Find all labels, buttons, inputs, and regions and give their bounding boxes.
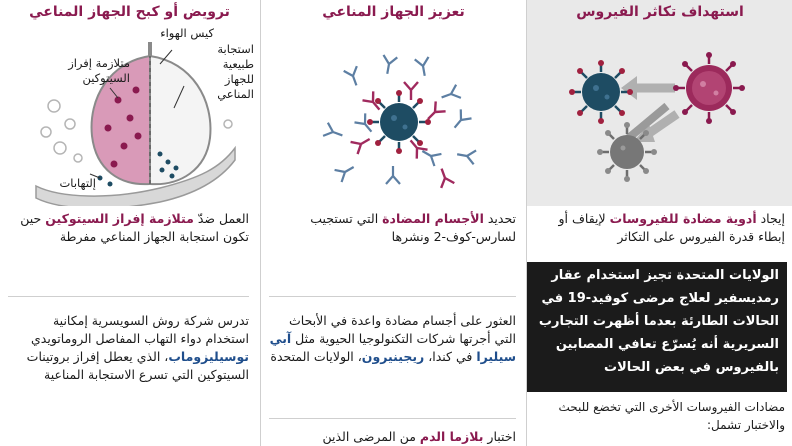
- label-cytokine-storm: متلازمة إفراز السيتوكين: [68, 56, 130, 85]
- divider: [269, 418, 516, 419]
- research-text: تدرس شركة روش السويسرية إمكانية استخدام دواء التهاب المفاصل الروماتويدي: [31, 313, 249, 346]
- antiviral-drugs-highlight: أدوية مضادة للفيروسات: [609, 211, 757, 226]
- virus-icon: [597, 122, 657, 182]
- column-description: [8, 210, 249, 246]
- cytokine-storm-highlight: متلازمة إفراز السيتوكين: [45, 211, 194, 226]
- column-target-replication: [526, 0, 792, 446]
- plasma-prefix: اختبار: [483, 429, 516, 444]
- antibodies-highlight: الأجسام المضادة: [382, 211, 484, 226]
- divider: [269, 296, 516, 297]
- column-title: ترويض أو كبح الجهاز المناعي: [29, 4, 230, 20]
- column-description: [533, 210, 785, 246]
- column-tame-immune: [0, 0, 259, 446]
- antibody-diagram: [261, 28, 526, 206]
- company-location: في كندا،: [424, 349, 477, 364]
- desc-suffix: حين تكون استجابة الجهاز المناعي مفرطة: [20, 211, 249, 244]
- virus-icon: [673, 52, 745, 124]
- company-regeneron-link[interactable]: ريجينيرون: [361, 349, 425, 364]
- plasma-text: [269, 428, 516, 446]
- tocilizumab-research-text: [8, 312, 249, 384]
- desc-prefix: العمل ضدّ: [193, 211, 249, 226]
- company-abcellera-link[interactable]: آبي سيليرا: [269, 331, 516, 364]
- company-location: ، الولايات المتحدة: [270, 349, 362, 364]
- plasma-suffix: من المرضى الذين: [322, 429, 420, 444]
- antibody-illustration: [261, 28, 526, 206]
- column-title: تعزيز الجهاز المناعي: [322, 4, 465, 20]
- drug-tocilizumab-link[interactable]: توسيليزوماب: [168, 349, 249, 364]
- label-inflammation: إلتهابات: [59, 176, 96, 190]
- label-natural-response: استجابة طبيعية للجهاز المناعي: [217, 42, 254, 101]
- desc-suffix: التي تستجيب لسارس-كوف-2 ونشرها: [310, 211, 516, 244]
- label-air-sac: كيس الهواء: [160, 26, 214, 40]
- replication-illustration: [527, 28, 792, 206]
- blood-plasma-highlight: بلازما الدم: [419, 429, 484, 444]
- virus-replication-diagram: [527, 28, 792, 206]
- virus-icon: [367, 90, 431, 154]
- virus-icon: [569, 60, 633, 124]
- column-title: استهداف تكاثر الفيروس: [576, 4, 744, 20]
- desc-prefix: تحديد: [483, 211, 516, 226]
- column-description: [269, 210, 516, 246]
- research-suffix: ، الذي يعطل إفراز بروتينات السيتوكين التي تسرع الاستجابة المناعية: [26, 349, 249, 382]
- remdesivir-news-box: الولايات المتحدة تجيز استخدام عقار رمديسفير لعلاج مرضى كوفيد-19 في الحالات الطارئة بعدما أظهرت التجارب السريرية أنه يُسرّع تعافي المصابين بالفيروس في بعض الحالات: [527, 262, 787, 392]
- other-antivirals-note: مضادات الفيروسات الأخرى التي تخضع للبحث والاختبار تشمل:: [558, 400, 785, 432]
- desc-prefix: إيجاد: [756, 211, 785, 226]
- antibody-research-text: [269, 312, 516, 366]
- divider: [8, 296, 249, 297]
- column-boost-immune: [260, 0, 526, 446]
- research-text: العثور على أجسام مضادة واعدة في الأبحاث التي أجرتها شركات التكنولوجيا الحيوية مثل: [289, 313, 516, 346]
- desc-suffix: لإيقاف أو إبطاء قدرة الفيروس على التكاثر: [558, 211, 785, 244]
